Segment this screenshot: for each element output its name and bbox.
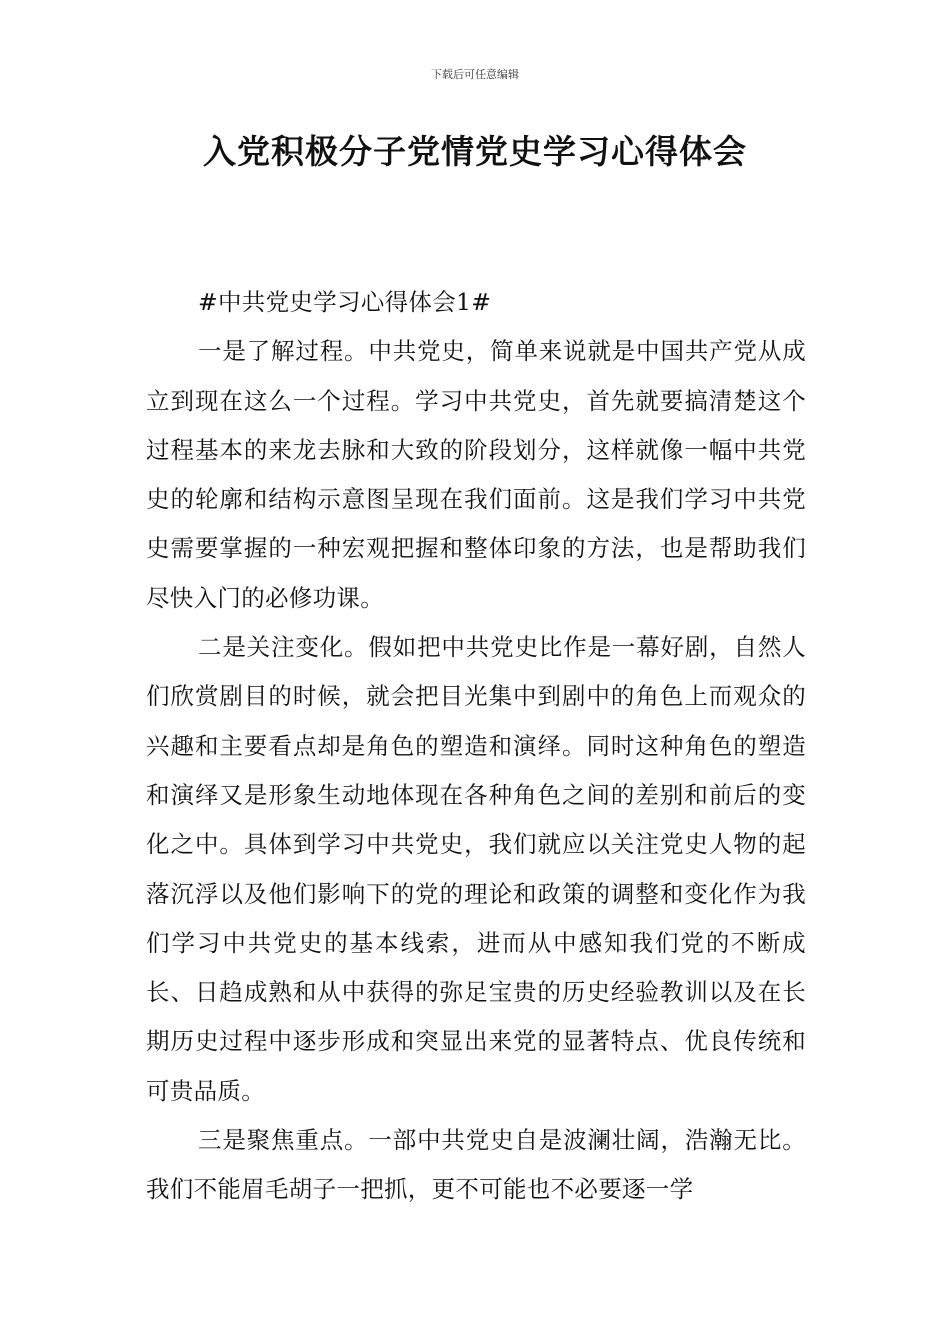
header-note: 下载后可任意编辑	[431, 68, 519, 81]
paragraph-3: 三是聚焦重点。一部中共党史自是波澜壮阔，浩瀚无比。我们不能眉毛胡子一把抓，更不可能也不必要逐一学	[146, 1126, 806, 1204]
paragraph-2: 二是关注变化。假如把中共党史比作是一幕好剧，自然人们欣赏剧目的时候，就会把目光集中到剧中的角色上而观众的兴趣和主要看点却是角色的塑造和演绎。同时这种角色的塑造和演绎又是形象生动地体现在各种角色之间的差别和前后的变化之中。具体到学习中共党史，我们就应以关注党史人物的起落沉浮以及他们影响下的党的理论和政策的调整和变化作为我们学习中共党史的基本线索，进而从中感知我们党的不断成长、日趋成熟和从中获得的弥足宝贵的历史经验教训以及在长期历史过程中逐步形成和突显出来党的显著特点、优良传统和可贵品质。	[146, 633, 806, 1105]
paragraph-1: 一是了解过程。中共党史，简单来说就是中国共产党从成立到现在这么一个过程。学习中共党史，首先就要搞清楚这个过程基本的来龙去脉和大致的阶段划分，这样就像一幅中共党史的轮廓和结构示意图呈现在我们面前。这是我们学习中共党史需要掌握的一种宏观把握和整体印象的方法，也是帮助我们尽快入门的必修功课。	[146, 337, 806, 612]
document-title: 入党积极分子党情党史学习心得体会	[203, 132, 747, 171]
document-body	[146, 278, 806, 1215]
section-heading: #中共党史学习心得体会1#	[198, 288, 492, 316]
